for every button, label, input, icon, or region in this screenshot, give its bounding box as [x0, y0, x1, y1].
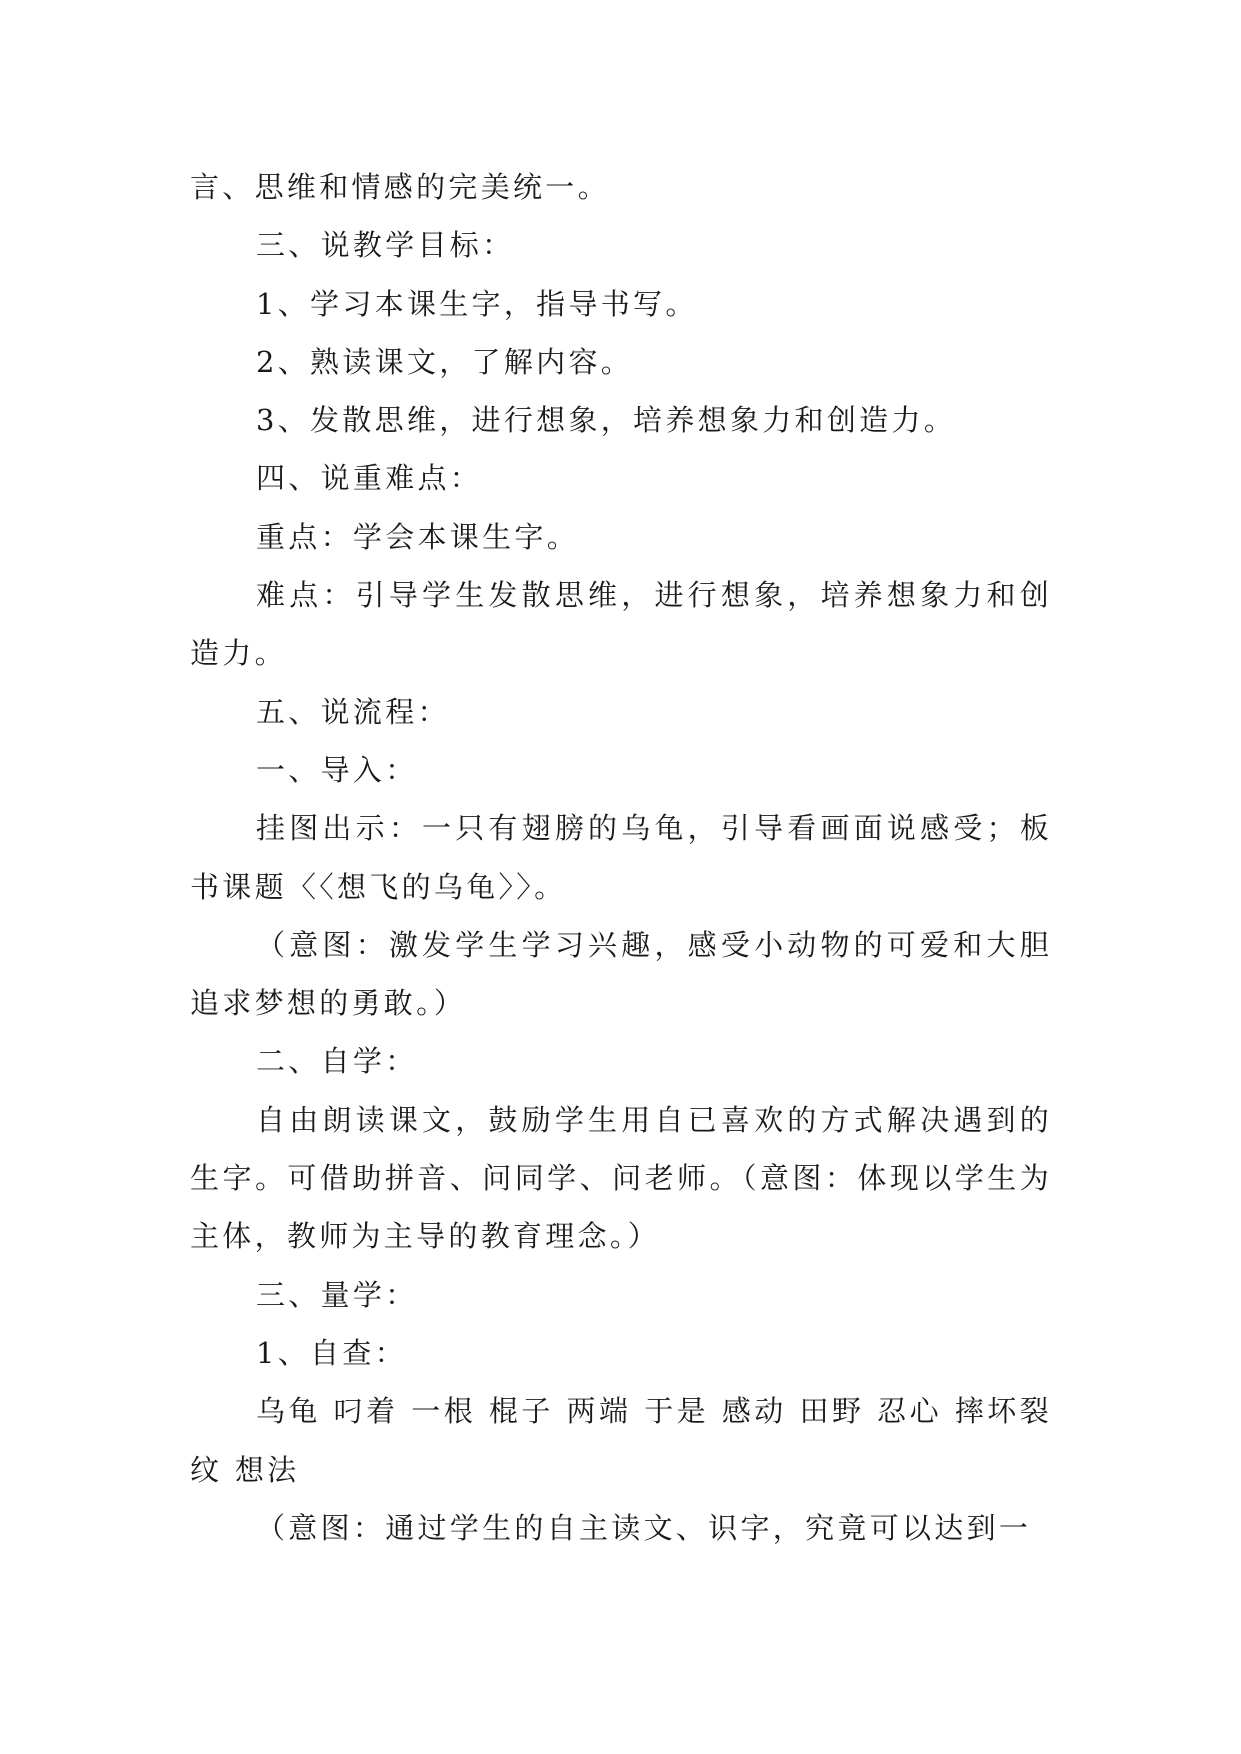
objective-item: 2、熟读课文，了解内容。 — [256, 344, 634, 379]
step-heading-intro: 一、导入： — [256, 752, 418, 787]
section-heading-objectives: 三、说教学目标： — [256, 228, 515, 263]
step-heading-self-study: 二、自学： — [256, 1044, 418, 1079]
document-body — [190, 158, 1052, 1557]
intent-note: （意图：通过学生的自主读文、识字，究竟可以达到一 — [256, 1510, 1032, 1545]
paragraph: 自由朗读课文，鼓励学生用自已喜欢的方式解决遇到的生字。可借助拼音、问同学、问老师。（意图：体现以学生为主体，教师为主导的教育理念。） — [190, 1102, 1052, 1254]
vocabulary-list: 乌龟 叼着 一根 棍子 两端 于是 感动 田野 忍心 摔坏裂纹 想法 — [190, 1394, 1052, 1487]
objective-item: 1、学习本课生字，指导书写。 — [256, 286, 698, 321]
difficult-point: 难点：引导学生发散思维，进行想象，培养想象力和创造力。 — [190, 578, 1052, 671]
paragraph: 言、思维和情感的完美统一。 — [190, 170, 610, 204]
intent-note: （意图：激发学生学习兴趣，感受小动物的可爱和大胆追求梦想的勇敢。） — [190, 927, 1052, 1021]
paragraph: 挂图出示：一只有翅膀的乌龟，引导看画面说感受；板书课题〈〈想飞的乌龟〉〉。 — [190, 811, 1052, 904]
step-heading-assessment: 三、量学： — [256, 1277, 418, 1312]
sub-heading-self-check: 1、自查： — [256, 1335, 407, 1370]
objective-item: 3、发散思维，进行想象，培养想象力和创造力。 — [256, 403, 957, 438]
section-heading-process: 五、说流程： — [256, 694, 450, 729]
section-heading-key-points: 四、说重难点： — [256, 461, 483, 496]
key-point: 重点：学会本课生字。 — [256, 519, 580, 554]
